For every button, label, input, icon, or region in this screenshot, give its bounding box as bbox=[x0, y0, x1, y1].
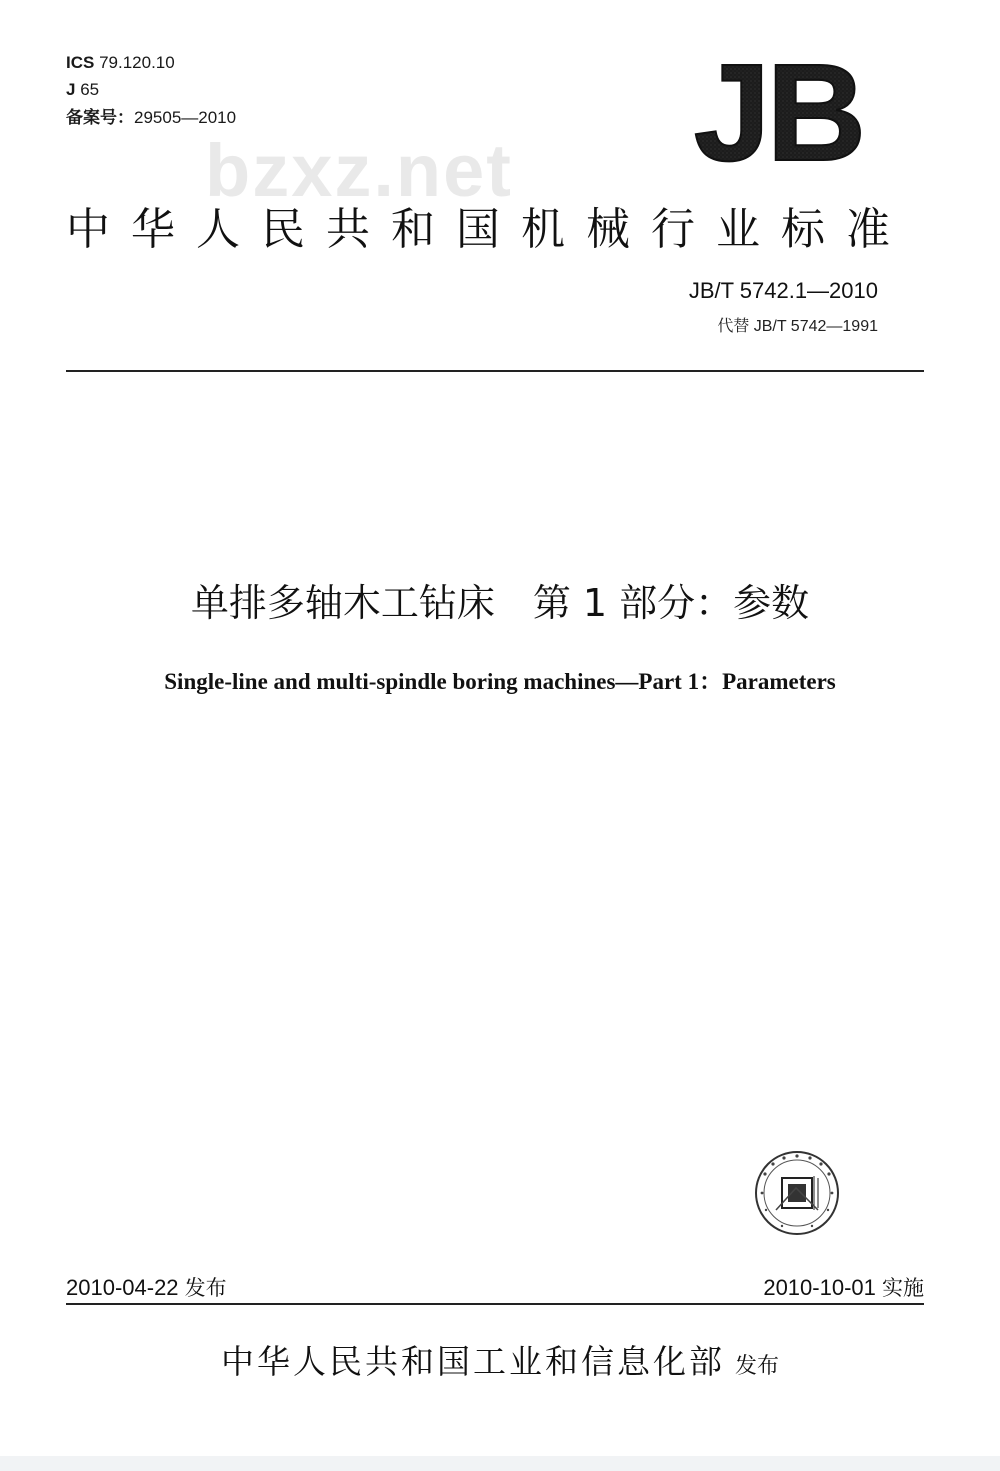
classification-line bbox=[66, 79, 99, 101]
jb-logo-text: JB bbox=[693, 52, 863, 172]
viewer-bottom-strip bbox=[0, 1456, 1000, 1471]
publish-label: 发布 bbox=[184, 1276, 227, 1300]
standard-number: JB/T 5742.1—2010 bbox=[688, 278, 878, 303]
implement-label: 实施 bbox=[882, 1276, 924, 1300]
document-title-en: Single-line and multi-spindle boring machines—Part 1：Parameters bbox=[164, 669, 836, 694]
implement-date: 2010-10-01 bbox=[763, 1275, 876, 1300]
library-seal-stamp bbox=[752, 1148, 842, 1238]
implement-date-line bbox=[763, 1272, 924, 1302]
replaced-standard: 代替 JB/T 5742—1991 bbox=[717, 318, 878, 335]
record-number-line bbox=[66, 107, 236, 129]
record-label: 备案号： bbox=[66, 108, 134, 127]
publisher-name: 中华人民共和国工业和信息化部 bbox=[220, 1342, 725, 1381]
publish-date: 2010-04-22 bbox=[66, 1275, 179, 1300]
ics-code-line bbox=[66, 52, 175, 74]
publisher-action: 发布 bbox=[734, 1354, 779, 1379]
class-code: 65 bbox=[80, 80, 100, 99]
publish-date-line bbox=[66, 1272, 227, 1302]
ics-code: 79.120.10 bbox=[99, 53, 175, 72]
publisher-line bbox=[0, 1336, 1000, 1383]
record-number: 29505—2010 bbox=[134, 108, 237, 127]
top-divider bbox=[66, 370, 924, 372]
issuing-body-title: 中华人民共和国机械行业标准 bbox=[66, 204, 911, 255]
bottom-divider bbox=[66, 1303, 924, 1305]
watermark: bzxz.net bbox=[205, 129, 513, 212]
document-title-cn: 单排多轴木工钻床 第 1 部分：参数 bbox=[190, 581, 810, 625]
ics-label: ICS bbox=[66, 53, 95, 72]
class-label: J bbox=[66, 80, 76, 99]
jb-logo bbox=[678, 52, 878, 172]
